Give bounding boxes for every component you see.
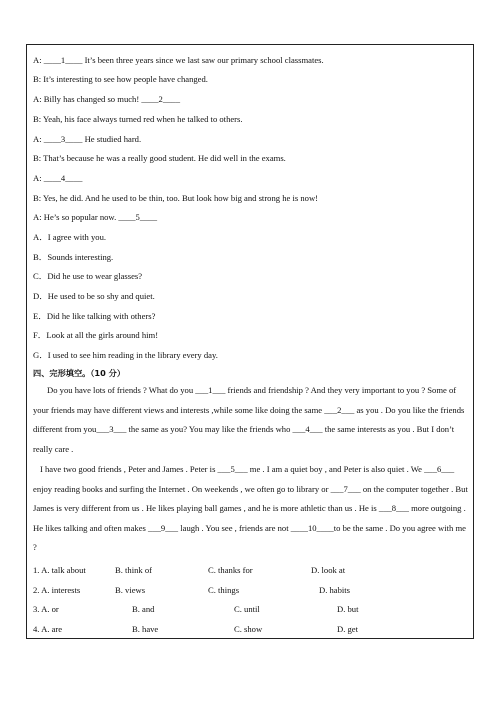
cloze-paragraph-2-text: I have two good friends , Peter and James . Peter is ___5___ me . I am a quiet boy , and Peter is also quiet . We ___6___ enjoy reading books and surfing the Internet . On weekends , we often go to library or ___7___ on the computer together . But James is very different from us . He likes playing ball games , and he is more athletic than us . He is ___8___ more outgoing . He likes talking and often makes ___9___ laugh . You see , friends are not ____10____to be the same . Do you agree with me ? [33, 464, 468, 553]
choice-f: F．Look at all the girls around him! [33, 330, 159, 340]
choice-a: A．I agree with you. [33, 232, 107, 242]
option-3-b: B. and [132, 604, 155, 614]
dialogue-line-8: B: Yes, he did. And he used to be thin, too. But look how big and strong he is now! [33, 193, 319, 203]
choice-d: D．He used to be so shy and quiet. [33, 291, 155, 301]
option-4-d: D. get [337, 624, 359, 634]
option-2-b: B. views [115, 585, 146, 595]
option-2-d: D. habits [319, 585, 351, 595]
option-4-a: 4. A. are [33, 624, 63, 634]
dialogue-line-9: A: He’s so popular now. ____5____ [33, 212, 158, 222]
choice-e: E．Did he like talking with others? [33, 311, 156, 321]
choice-g: G．I used to see him reading in the library every day. [33, 350, 218, 360]
option-3-c: C. until [234, 604, 260, 614]
option-3-a: 3. A. or [33, 604, 59, 614]
dialogue-line-3: A: Billy has changed so much! ____2____ [33, 94, 181, 104]
dialogue-line-6: B: That’s because he was a really good student. He did well in the exams. [33, 153, 286, 163]
option-1-d: D. look at [311, 565, 346, 575]
option-4-c: C. show [234, 624, 263, 634]
dialogue-line-4: B: Yeah, his face always turned red when he talked to others. [33, 114, 243, 124]
choice-b: B．Sounds interesting. [33, 252, 114, 262]
section-title: 四、完形填空。（10 分） [33, 368, 126, 378]
cloze-paragraph-1 [33, 381, 469, 459]
option-2-c: C. things [208, 585, 240, 595]
cloze-paragraph-2 [33, 460, 469, 558]
dialogue-line-1: A: ____1____ It’s been three years since we last saw our primary school classmates. [33, 55, 324, 65]
option-2-a: 2. A. interests [33, 585, 81, 595]
option-1-a: 1. A. talk about [33, 565, 86, 575]
cloze-paragraph-1-text: Do you have lots of friends ? What do you ___1___ friends and friendship ? And they very important to you ? Some of your friends may have different views and interests ,while some like doing the same ___2___ as you . Do you like the friends different from you___3___ the same as you? You may like the friends who ___4___ the same interests as you . But I don’t really care . [33, 385, 465, 454]
dialogue-line-7: A: ____4____ [33, 173, 83, 183]
option-1-c: C. thanks for [208, 565, 253, 575]
option-3-d: D. but [337, 604, 359, 614]
option-1-b: B. think of [115, 565, 153, 575]
choice-c: C．Did he use to wear glasses? [33, 271, 143, 281]
dialogue-line-2: B: It’s interesting to see how people have changed. [33, 74, 208, 84]
option-4-b: B. have [132, 624, 159, 634]
dialogue-line-5: A: ____3____ He studied hard. [33, 134, 142, 144]
